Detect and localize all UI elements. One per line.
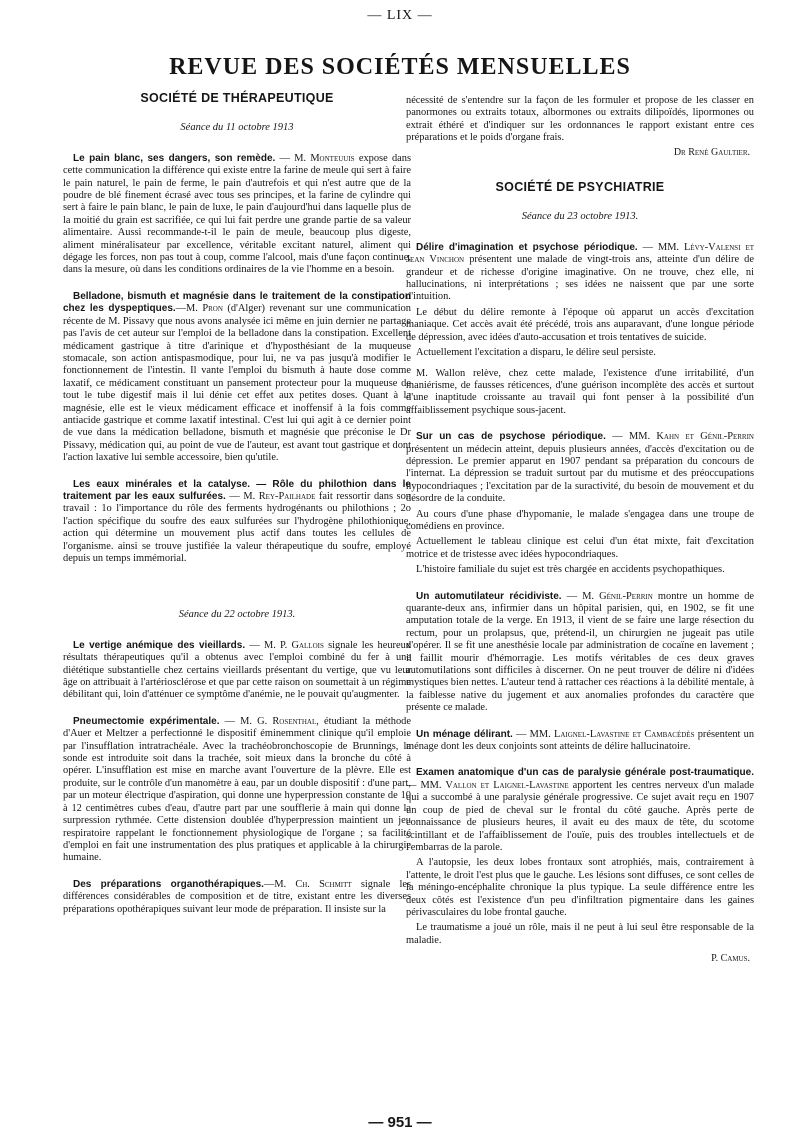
seance-date-3: Séance du 23 octobre 1913. xyxy=(521,211,639,223)
article-paragraph: L'histoire familiale du sujet est très chargée en accidents psychopathiques. xyxy=(416,564,725,576)
article-author: M. Rey-Pailhade xyxy=(243,490,316,502)
article-menage-delirant: Un ménage délirant. — MM. Laignel-Lavastine et Cambacédès présentent un ménage dont les deux conjoints sont atteints de délire hallucinatoire. xyxy=(406,728,755,753)
seance-date-1: Séance du 11 octobre 1913 xyxy=(180,122,294,134)
article-author: M. Pron xyxy=(186,303,223,315)
article-body: présentent un médecin atteint, depuis plusieurs années, d'accès d'excitation ou de dépression. Le premier apparut en 1907 pendant sa préparation du concours de l'internat. La dépression se traduit surtout par du mutisme et des préoccupations hypocondriaques ; l'excitation par de la suractivité, du besoin de mouvement et du désordre de la conduite. xyxy=(406,443,754,505)
article-author: MM. Kahn et Génil-Perrin xyxy=(628,431,754,443)
article-pain-blanc: Le pain blanc, ses dangers, son remède. — M. Monteuuis expose dans cette communication la différence qui existe entre la farine de meule qui sert à faire le pain naturel, le pain de ferme, le pain d'autrefois et qui n'est autre que de la poudre de blé finement écrasé avec tous ses principes, et la farine de cylindre qui sert à faire le pain blanc, le pain de luxe, le pain d'aujourd'hui dans laquelle plus de la moitié du grain est sacrifiée, ce qui lui fait perdre une grande partie de sa valeur alimentaire. Aussi recommande-t-il le pain de meule, beaucoup plus digeste, aliment minéralisateur par excellence, véritable excitant naturel, aliment qui dégage les forces, non pas tout à coup, comme l'alcool, mais d'une façon continue, dans la mesure, où dans les conditions ordinaires de la vie l'homme en a besoin. xyxy=(63,152,411,276)
article-author: M. Génil-Perrin xyxy=(582,590,653,602)
article-title: Un automutilateur récidiviste. xyxy=(416,590,562,602)
continuation-text: nécessité de s'entendre sur la façon de les formuler et propose de les classer en panormones ou extraits totaux, albormones ou extraits dilipoïdés, lipormones ou extrait éthéré et d'indiquer sur les ordonnances le rapport existant entre ces préparations et le poids d'organe frais. xyxy=(406,95,754,144)
right-column xyxy=(406,95,754,988)
article-author: M. G. Rosenthal, xyxy=(240,715,319,727)
article-body: présentent une malade de vingt-trois ans, atteinte d'un délire de grandeur et de richesse d'origine imaginative. On ne trouve, chez elle, ni hallucinations, ni interprétations ; ses idées ne naissent que par une sorte d'intuition. xyxy=(406,254,754,303)
article-title: Le vertige anémique des vieillards. xyxy=(73,639,246,651)
article-title: Des préparations organothérapiques. xyxy=(73,878,264,890)
article-title: Examen anatomique d'un cas de paralysie générale post-traumatique. xyxy=(416,767,754,779)
article-paragraph: Le traumatisme a joué un rôle, mais il ne peut à lui seul être responsable de la maladie. xyxy=(406,922,754,946)
signature-camus: P. Camus. xyxy=(711,953,750,965)
article-delire-imagination: Délire d'imagination et psychose périodique. — MM. Lévy-Valensi et Jean Vinchon présentent une malade de vingt-trois ans, atteinte d'un délire de grandeur et de richesse d'origine imaginative. On ne trouve, chez elle, ni hallucinations, ni interprétations ; ses idées ne naissent que par une sorte d'intuition. xyxy=(406,241,755,303)
article-author: M. Ch. Schmitt xyxy=(274,878,352,890)
society-heading-psychiatrie: SOCIÉTÉ DE PSYCHIATRIE xyxy=(495,180,665,195)
article-paragraph: Actuellement le tableau clinique est celui d'un état mixte, fait d'excitation motrice et de tristesse avec idées hypocondriaques. xyxy=(406,536,754,560)
article-body: étudiant la méthode d'Auer et Meltzer a perfectionné le dispositif éminemment clinique qu'il emploie par l'insufflation intratrachéale. Avec la trachéobronchoscopie de Brunnings, la sonde est introduite soit dans la trachée, soit mieux dans la bronche du côté à opérer. L'insufflation est mise en marche avant l'ouverture de la plèvre. Elle est produite, sur le contrôle d'un manomètre à eau, par un double dispositif : d'une part, par un moteur électrique d'aspiration, qui donne une hyperpression constante de 10 à 12 centimètres cubes d'eau, d'autre part par une soufflerie à main qui donne la surpression rythmée. Cette distension doublée d'hyperpression maintient un jeu respiratoire rappelant le fonctionnement physiologique de l'organe ; sa facilité d'emploi en fait une instrumentation des plus pratiques et applicable à la chirurgie humaine. xyxy=(63,715,411,864)
article-author: MM. Laignel-Lavastine et Cambacédès xyxy=(529,728,695,740)
article-paragraph: Au cours d'une phase d'hypomanie, le malade s'engagea dans une troupe de comédiens en province. xyxy=(406,508,754,532)
seance-date-2: Séance du 22 octobre 1913. xyxy=(178,609,296,621)
article-title: Les eaux minérales et la catalyse. — Rôle du philothion dans le traitement par les eaux sulfurées. xyxy=(63,478,411,502)
article-title: Sur un cas de psychose périodique. xyxy=(416,431,606,443)
article-body: montre un homme de quarante-deux ans, infirmier dans un hôpital parisien, qui, en 1902, se fit une amputation totale de la verge. En 1913, il vient de se faire une large résection du rectum, pour un prolapsus, que, prétend-il, un chirurgien ne jugeait pas utile d'opérer. Il se fit une anesthésie locale par administration de cocaïne en lavement ; il faillit mourir d'hémorragie. Les motifs véritables de ces deux graves automutilations sont difficiles à discerner. On ne peut trouver de délire ni d'idées mystiques bien nettes. L'auteur tend à rattacher ces réactions à la débilité mentale, à la faiblesse native du jugement et aux anomalies profondes du caractère que présente ce malade. xyxy=(406,590,755,714)
article-pneumectomie: Pneumectomie expérimentale. — M. G. Rosenthal, étudiant la méthode d'Auer et Meltzer a perfectionné le dispositif éminemment clinique qu'il emploie par l'insufflation intratrachéale. Avec la trachéobronchoscopie de Brunnings, la sonde est introduite soit dans la trachée, soit mieux dans la bronche du côté à opérer. L'insufflation est mise en marche avant l'ouverture de la plèvre. Elle est produite, sur le contrôle d'un manomètre à eau, par un double dispositif : d'une part, par un moteur électrique d'aspiration, qui donne une hyperpression constante de 10 à 12 centimètres cubes d'eau, d'autre part par une soufflerie à main qui donne la surpression rythmée. Cette distension doublée d'hyperpression maintient un jeu respiratoire rappelant le fonctionnement physiologique de l'organe ; sa facilité d'emploi en fait une instrumentation des plus pratiques et applicable à la chirurgie humaine. xyxy=(63,715,411,864)
article-vertige: Le vertige anémique des vieillards. — M. P. Gallois signale les heureux résultats thérapeutiques qu'il a obtenus avec l'emploi combiné du fer à une diététique substantielle chez certains vieillards présentant du vertige, que vu leur âge on attribuait à l'artériosclérose et que par cette raison on soumettait à un régime débilitant qui, loin d'atténuer ce symptôme d'anémie, ne le pouvait qu'augmenter. xyxy=(63,639,411,701)
article-body: signale les différences considérables de composition et de titre, existant entre les diverses préparations opothérapiques suivant leur mode de préparation. Il insiste sur la xyxy=(63,878,411,915)
article-title: Le pain blanc, ses dangers, son remède. xyxy=(73,152,276,164)
article-organotherapiques: Des préparations organothérapiques.—M. Ch. Schmitt signale les différences considérables de composition et de titre, existant entre les diverses préparations opothérapiques suivant leur mode de préparation. Il insiste sur la xyxy=(63,878,411,915)
article-title: Belladone, bismuth et magnésie dans le traitement de la constipation chez les dyspeptiques. xyxy=(63,290,411,315)
article-body: apportent les centres nerveux d'un malade qui a succombé à une paralysie générale progressive. Ce sujet avait reçu en 1907 un coup de pied de cheval sur le frontal du côté gauche. Après perte de connaissance de plusieurs heures, il avait eu des maux de tête, du scotome scintillant et de l'affaiblissement de l'ouïe, puis des troubles intellectuels et de l'embarras de la parole. xyxy=(406,779,754,853)
page-roman-numeral: — LIX — xyxy=(367,8,433,23)
article-paragraph: M. Wallon relève, chez cette malade, l'existence d'une irritabilité, d'un maniérisme, de fausses réticences, d'une guérison incomplète des accès et surtout d'une inaptitude croissante au travail qui font penser à la possibilité d'un affaiblissement psychique sous-jacent. xyxy=(406,367,754,416)
article-psychose-periodique: Sur un cas de psychose périodique. — MM. Kahn et Génil-Perrin présentent un médecin atteint, depuis plusieurs années, d'accès d'excitation ou de dépression. Le premier apparut en 1907 pendant sa préparation du concours de l'internat. La dépression se traduit surtout par du mutisme et des préoccupations hypocondriaques ; l'excitation par de la suractivité, du besoin de mouvement et du désordre de la conduite. xyxy=(406,431,754,505)
article-author: M. Monteuuis xyxy=(294,152,355,164)
page-number: — 951 — xyxy=(368,1114,432,1131)
article-paragraph: Le début du délire remonte à l'époque où apparut un accès d'excitation maniaque. Cet accès avait été précédé, trois ans auparavant, d'une longue période de dépression, avec idées d'auto-accusation et trois tentatives de suicide. xyxy=(406,306,754,343)
article-body: signale les heureux résultats thérapeutiques qu'il a obtenus avec l'emploi combiné du fer à une diététique substantielle chez certains vieillards présentant du vertige, que vu leur âge on attribuait à l'artériosclérose et que par cette raison on soumettait à un régime débilitant qui, loin d'atténuer ce symptôme d'anémie, ne le pouvait qu'augmenter. xyxy=(63,639,411,701)
article-paragraph: A l'autopsie, les deux lobes frontaux sont atrophiés, mais, contrairement à l'attente, le droit l'est plus que le gauche. Les lésions sont diffuses, ce sont celles de la méningo-encéphalite chronique la plus typique. La seule différence entre les deux côtés est l'existence d'un peu d'infiltration pigmentaire dans les gaines périvasculaires du lobe frontal gauche. xyxy=(406,857,754,918)
article-title: Délire d'imagination et psychose périodique. xyxy=(416,241,638,253)
left-column xyxy=(63,92,411,916)
article-automutilateur: Un automutilateur récidiviste. — M. Génil-Perrin montre un homme de quarante-deux ans, infirmier dans un hôpital parisien, qui, en 1902, se fit une amputation totale de la verge. En 1913, il vient de se faire une large résection du rectum, pour un prolapsus, que, prétend-il, un chirurgien ne jugeait pas utile d'opérer. Il se fit une anesthésie locale par administration de cocaïne en lavement ; il faillit mourir d'hémorragie. Les motifs véritables de ces deux graves automutilations sont difficiles à discerner. On ne peut trouver de délire ni d'idées mystiques bien nettes. L'auteur tend à rattacher ces réactions à la débilité mentale, à la faiblesse native du jugement et aux anomalies profondes du caractère que présente ce malade. xyxy=(406,590,755,714)
article-paralysie-generale: Examen anatomique d'un cas de paralysie générale post-traumatique. — MM. Vallon et Laignel-Lavastine apportent les centres nerveux d'un malade qui a succombé à une paralysie générale progressive. Ce sujet avait reçu en 1907 un coup de pied de cheval sur le frontal du côté gauche. Après perte de connaissance de plusieurs heures, il avait eu des maux de tête, du scotome scintillant et de l'affaiblissement de l'ouïe, puis des troubles intellectuels et de l'embarras de la parole. xyxy=(406,767,754,853)
article-body: fait ressortir dans son travail : 1o l'importance du rôle des ferments hydrogénants ou philothions ; 2o l'action spécifique du soufre des eaux sulfurées sur l'hydrogène philothionique, action qui détermine un mouvement plus actif dans toutes les cellules de l'organisme. ainsi se trouve justifiée la valeur thérapeutique du soufre, employé depuis un temps immémorial. xyxy=(63,490,411,564)
signature-gaultier: Dr René Gaultier. xyxy=(673,146,750,158)
article-author: MM. Vallon et Laignel-Lavastine xyxy=(420,779,569,791)
article-paragraph: Actuellement l'excitation a disparu, le délire seul persiste. xyxy=(416,347,656,359)
article-author: M. P. Gallois xyxy=(263,639,324,651)
article-body: (d'Alger) revenant sur une communication récente de M. Pissavy que nous avons analysée ici même en juin dernier ne partage pas l'avis de cet auteur sur l'emploi de la belladone dans la constipation. Excellent médicament gastrique à titre d'arinique et d'hyposthésiant de la muqueuse stomacale, son action antispasmodique, pour lui, ne va pas jusqu'à modifier le fonctionnement de l'intestin. Il vante l'emploi du bismuth à haute dose comme laxatif, ce médicament constituant un pansement protecteur pour la muqueuse de tout le tube digestif mais il lui dénie cet effet aux petites doses. Quant à la magnésie, elle est le vieux médicament efficace et inoffensif à la fois comme antiacide gastrique et comme laxatif intestinal. C'est lui qui agit à ce dernier point de vue dans la médication belladone, bismuth et magnésie que préconise le Dr Pissavy, médication qui, au point de vue de l'auteur, est avant tout gastrique et dont l'action laxative lui semble accessoire, bien qu'utile. xyxy=(63,303,411,464)
article-eaux-minerales: Les eaux minérales et la catalyse. — Rôle du philothion dans le traitement par les eaux sulfurées. — M. Rey-Pailhade fait ressortir dans son travail : 1o l'importance du rôle des ferments hydrogénants ou philothions ; 2o l'action spécifique du soufre des eaux sulfurées sur l'hydrogène philothionique, action qui détermine un mouvement plus actif dans toutes les cellules de l'organisme. ainsi se trouve justifiée la valeur thérapeutique du soufre, employé depuis un temps immémorial. xyxy=(63,478,411,564)
article-author: MM. Lévy-Valensi et Jean Vinchon xyxy=(406,241,755,266)
article-body: expose dans cette communication la différence qui existe entre la farine de meule qui sert à faire le pain naturel, le pain de ferme, le pain d'autrefois et qui n'est autre que de la poudre de blé finement écrasé avec tous ses principes, et la farine de cylindre qui sert à faire le pain blanc, le pain de luxe, le pain d'aujourd'hui dans laquelle plus de la moitié du grain est sacrifiée, ce qui lui fait perdre une grande partie de sa valeur alimentaire. Aussi recommande-t-il le pain de meule, beaucoup plus digeste, aliment minéralisateur par excellence, véritable excitant naturel, aliment qui dégage les forces, non pas tout à coup, comme l'alcool, mais d'une façon continue, dans la mesure, où dans les conditions ordinaires de la vie l'homme en a besoin. xyxy=(63,152,411,276)
article-title: Pneumectomie expérimentale. xyxy=(73,715,220,727)
page-title: REVUE DES SOCIÉTÉS MENSUELLES xyxy=(169,54,631,80)
article-title: Un ménage délirant. xyxy=(416,728,513,740)
article-body: présentent un ménage dont les deux conjoints sont atteints de délire hallucinatoire. xyxy=(406,728,755,753)
society-heading-therapeutique: SOCIÉTÉ DE THÉRAPEUTIQUE xyxy=(140,91,334,105)
article-belladone: Belladone, bismuth et magnésie dans le traitement de la constipation chez les dyspeptiques.—M. Pron (d'Alger) revenant sur une communication récente de M. Pissavy que nous avons analysée ici même en juin dernier ne partage pas l'avis de cet auteur sur l'emploi de la belladone dans la constipation. Excellent médicament gastrique à titre d'arinique et d'hyposthésiant de la muqueuse stomacale, son action antispasmodique, pour lui, ne va pas jusqu'à modifier le fonctionnement de l'intestin. Il vante l'emploi du bismuth à haute dose comme laxatif, ce médicament constituant un pansement protecteur pour la muqueuse de tout le tube digestif mais il lui dénie cet effet aux petites doses. Quant à la magnésie, elle est le vieux médicament efficace et inoffensif à la fois comme antiacide gastrique et comme laxatif intestinal. C'est lui qui agit à ce dernier point de vue dans la médication belladone, bismuth et magnésie que préconise le Dr Pissavy, médication qui, au point de vue de l'auteur, est avant tout gastrique et dont l'action laxative lui semble accessoire, bien qu'utile. xyxy=(63,290,411,464)
